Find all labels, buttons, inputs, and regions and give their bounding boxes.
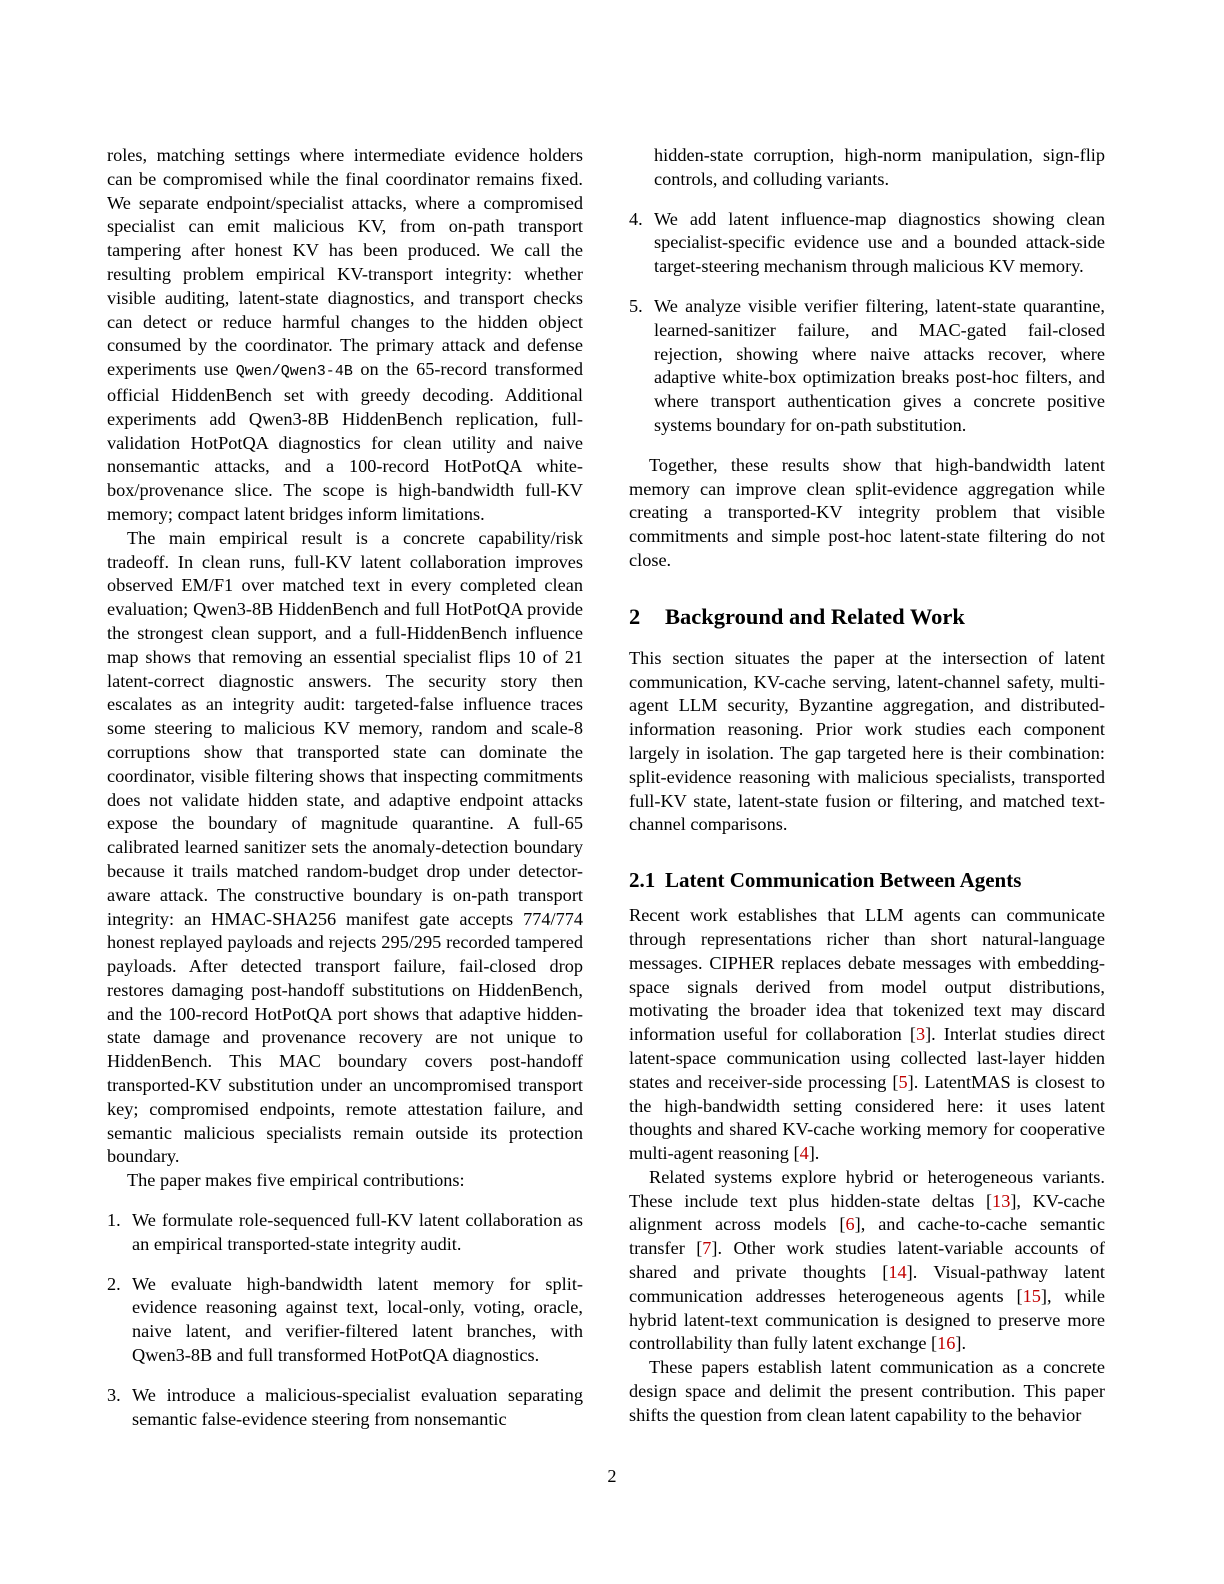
main-result-paragraph: The main empirical result is a concrete capability/risk tradeoff. In clean runs, full-KV latent collaboration improves observed EM/F1 over matched text in every completed clean evaluation; Qwen3-8B HiddenBench and full HotPotQA provide the strongest clean support, and a full-HiddenBench influence map shows that removing an essential specialist flips 10 of 21 latent-correct diagnostic answers. The security story then escalates as an integrity audit: targeted-false influence traces some steering to malicious KV memory, random and scale-8 corruptions show that transported state can dominate the coordinator, visible filtering shows that inspecting commitments does not validate hidden state, and adaptive endpoint attacks expose the boundary of magnitude quarantine. A full-65 calibrated learned sanitizer sets the anomaly-detection boundary because it trails matched random-budget drop under detector-aware attack. The constructive boundary is on-path transport integrity: an HMAC-SHA256 manifest gate accepts 774/774 honest replayed payloads and rejects 295/295 recorded tampered payloads. After detected transport failure, fail-closed drop restores damaging post-handoff substitutions on HiddenBench, and the 100-record HotPotQA port shows that adaptive hidden-state damage and provenance recovery are not unique to HiddenBench. This MAC boundary covers post-handoff transported-KV substitution under an uncompromised transport key; compromised endpoints, remote attestation failure, and semantic malicious specialists remain outside its protection boundary. [107,527,583,1167]
contributions-intro: The paper makes five empirical contributions: [127,1170,465,1191]
left-column [107,144,583,1431]
section-heading-background: 2 Background and Related Work [629,603,965,629]
contribution-item: 3. We introduce a malicious-specialist evaluation separating semantic false-evidence steering from nonsemantic [107,1384,583,1429]
page-number: 2 [607,1466,617,1486]
contribution-item-continued: hidden-state corruption, high-norm manipulation, sign-flip controls, and colluding variants. [654,145,1105,189]
contribution-item: 4. We add latent influence-map diagnostics showing clean specialist-specific evidence use and a bounded attack-side target-steering mechanism through malicious KV memory. [629,208,1105,277]
background-paragraph: This section situates the paper at the intersection of latent communication, KV-cache serving, latent-channel safety, multi-agent LLM security, Byzantine aggregation, and distributed-information reasoning. Prior work studies each component largely in isolation. The gap targeted here is their combination: split-evidence reasoning with malicious specialists, transported full-KV state, latent-state fusion or filtering, and matched text-channel comparisons. [629,647,1105,835]
citation-link[interactable]: 3 [915,1024,926,1045]
contributions-list-continued [629,144,1105,438]
citation-link[interactable]: 14 [888,1262,907,1283]
contribution-item: 2. We evaluate high-bandwidth latent memory for split-evidence reasoning against text, local-only, voting, oracle, naive latent, and verifier-filtered latent branches, with Qwen3-8B and full transformed HotPotQA diagnostics. [107,1273,583,1366]
citation-link[interactable]: 15 [1022,1285,1041,1306]
latent-comm-paragraph-3: These papers establish latent communication as a concrete design space and delimit the present contribution. This paper shifts the question from clean latent capability to the behavior [629,1357,1105,1425]
latent-comm-paragraph-2: Related systems explore hybrid or heterogeneous variants. These include text plus hidden-state deltas [13], KV-cache alignment across models [6], and cache-to-cache semantic transfer [7]. Other work studies latent-variable accounts of shared and private thoughts [14]. Visual-pathway latent communication addresses heterogeneous agents [15], while hybrid latent-text communication is designed to preserve more controllability than fully latent exchange [16]. [629,1166,1106,1354]
subsection-heading-latent-communication: 2.1 Latent Communication Between Agents [629,868,1022,893]
model-name-code: Qwen/Qwen3-4B [235,363,353,381]
contributions-list [107,1209,583,1431]
citation-link[interactable]: 5 [898,1071,908,1092]
together-paragraph: Together, these results show that high-bandwidth latent memory can improve clean split-evidence aggregation while creating a transported-KV integrity problem that visible commitments and simple post-hoc latent-state filtering do not close. [629,454,1105,570]
contribution-item: 5. We analyze visible verifier filtering, latent-state quarantine, learned-sanitizer failure, and MAC-gated fail-closed rejection, showing where naive attacks recover, where adaptive white-box optimization breaks post-hoc filters, and where transport authentication gives a concrete positive systems boundary for on-path substitution. [629,295,1105,435]
citation-link[interactable]: 7 [702,1238,712,1259]
citation-link[interactable]: 6 [845,1214,855,1235]
citation-link[interactable]: 13 [992,1190,1011,1211]
latent-comm-paragraph-1: Recent work establishes that LLM agents can communicate through representations richer than short natural-language messages. CIPHER replaces debate messages with embedding-space signals derived from model output distributions, motivating the broader idea that tokenized text may discard information useful for collaboration [3]. Interlat studies direct latent-space communication using collected last-layer hidden states and receiver-side processing [5]. LatentMAS is closest to the high-bandwidth setting considered here: it uses latent thoughts and shared KV-cache working memory for cooperative multi-agent reasoning [4]. [629,905,1105,1164]
right-column [629,144,1105,1428]
intro-paragraph-continued: roles, matching settings where intermediate evidence holders can be compromised while the final coordinator remains fixed. We separate endpoint/specialist attacks, where a compromised specialist can emit malicious KV, from on-path transport tampering after honest KV has been produced. We call the resulting problem empirical KV-transport integrity: whether visible auditing, latent-state diagnostics, and transport checks can detect or reduce harmful changes to the hidden object consumed by the coordinator. The primary attack and defense experiments use Qwen/Qwen3-4B on the 65-record transformed official HiddenBench set with greedy decoding. Additional experiments add Qwen3-8B HiddenBench replication, full-validation HotPotQA diagnostics for clean utility and naive nonsemantic attacks, and a 100-record HotPotQA white-box/provenance slice. The scope is high-bandwidth full-KV memory; compact latent bridges inform limitations. [107,145,583,524]
contribution-item: 1. We formulate role-sequenced full-KV latent collaboration as an empirical transported-state integrity audit. [107,1210,583,1254]
citation-link[interactable]: 16 [937,1333,956,1354]
citation-link[interactable]: 4 [799,1143,809,1164]
